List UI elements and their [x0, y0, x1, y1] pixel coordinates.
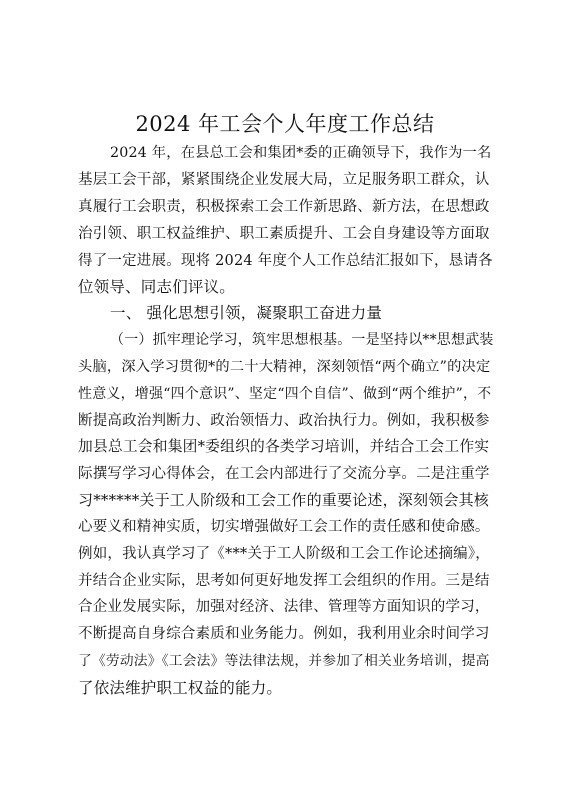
paragraph-line: 真履行工会职责，积极探索工会工作新思路、新方法，在思想政 — [78, 199, 490, 215]
paragraph-line: 位领导、同志们评议。 — [78, 278, 236, 296]
document-title: 2024 年工会个人年度工作总结 — [135, 112, 435, 136]
paragraph-line: 际撰写学习心得体会，在工会内部进行了交流分享。二是注重学 — [78, 466, 490, 482]
paragraph-line: 合企业发展实际，加强对经济、法律、管理等方面知识的学习， — [78, 599, 490, 615]
paragraph-line: 心要义和精神实质，切实增强做好工会工作的责任感和使命感。 — [78, 519, 490, 535]
paragraph-line: 习******关于工人阶级和工会工作的重要论述，深刻领会其核 — [78, 491, 490, 509]
paragraph-line: （一）抓牢理论学习，筑牢思想根基。一是坚持以**思想武装 — [110, 332, 494, 348]
paragraph-line: 治引领、职工权益维护、职工素质提升、工会自身建设等方面取 — [78, 226, 490, 242]
paragraph-line: 头脑，深入学习贯彻*的二十大精神，深刻领悟“两个确立”的决定 — [78, 359, 491, 375]
section-heading: 一、 强化思想引领，凝聚职工奋进力量 — [110, 304, 383, 322]
paragraph-line: 得了一定进展。现将 2024 年度个人工作总结汇报如下，恳请各 — [78, 253, 493, 269]
paragraph-line: 不断提高自身综合素质和业务能力。例如，我利用业余时间学习 — [78, 626, 490, 642]
paragraph-line: 了《劳动法》《工会法》等法律法规，并参加了相关业务培训，提高 — [78, 653, 490, 669]
paragraph-line: 例如，我认真学习了《***关于工人阶级和工会工作论述摘编》， — [78, 546, 490, 562]
paragraph-line: 了依法维护职工权益的能力。 — [78, 679, 283, 697]
paragraph-line: 2024 年，在县总工会和集团*委的正确领导下，我作为一名 — [110, 145, 492, 161]
paragraph-line: 并结合企业实际，思考如何更好地发挥工会组织的作用。三是结 — [78, 573, 490, 589]
paragraph-line: 加县总工会和集团*委组织的各类学习培训，并结合工会工作实 — [78, 438, 490, 455]
paragraph-line: 基层工会干部，紧紧围绕企业发展大局，立足服务职工群众，认 — [78, 172, 490, 188]
paragraph-line: 断提高政治判断力、政治领悟力、政治执行力。例如，我积极参 — [78, 413, 490, 429]
paragraph-line: 性意义，增强“四个意识”、坚定“四个自信”、做到“两个维护”，不 — [78, 386, 492, 402]
